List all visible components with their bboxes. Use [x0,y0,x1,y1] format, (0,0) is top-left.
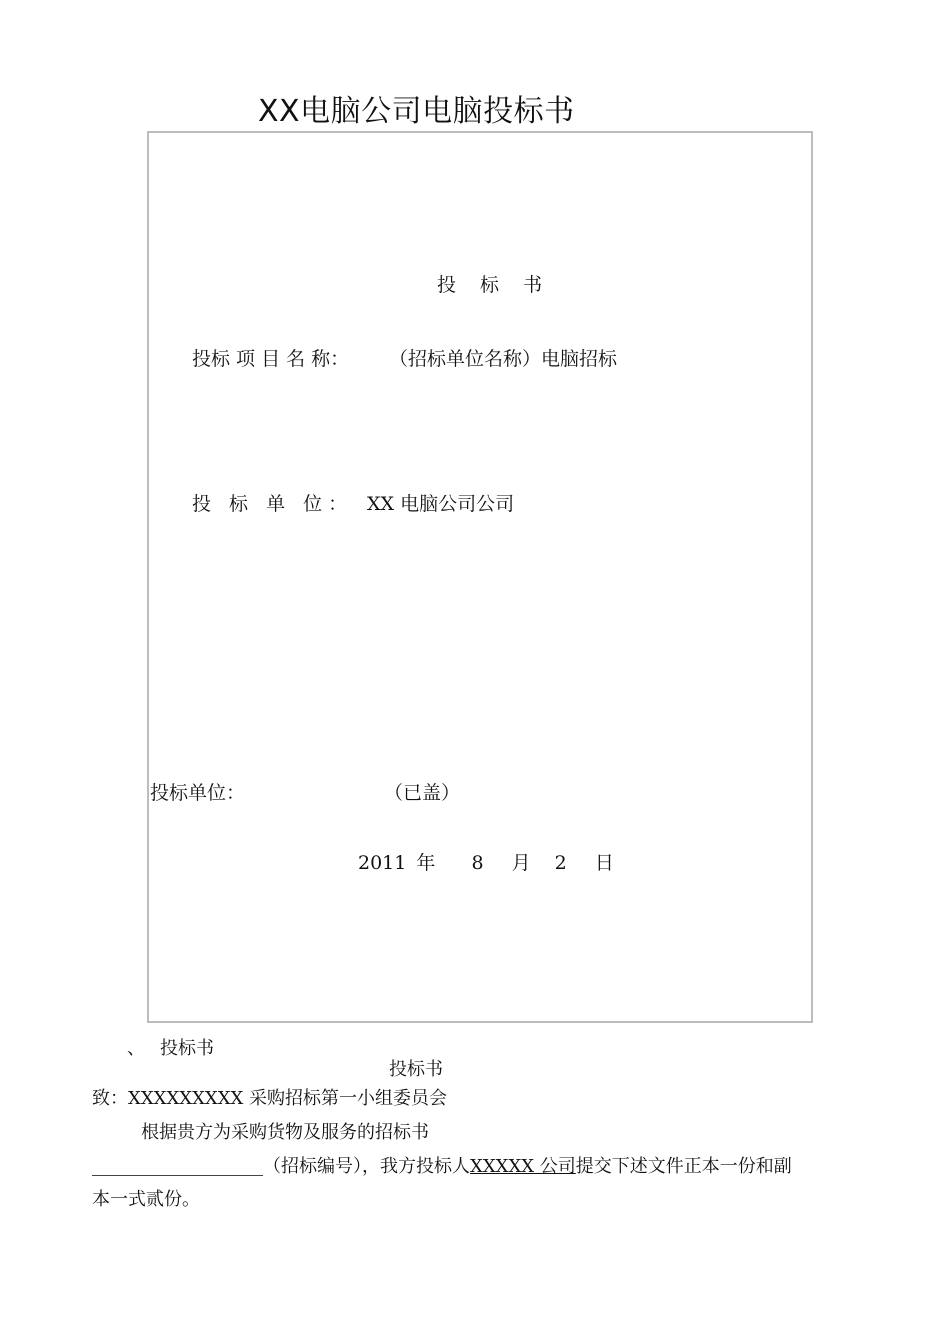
project-name-value: （招标单位名称）电脑招标 [389,348,618,370]
submission-text: 提交下述文件正本一份和副 [575,1156,792,1177]
letter-paragraph-line: 根据贵方为采购货物及服务的招标书 [141,1122,429,1143]
letter-paragraph-line: 本一式贰份。 [92,1189,200,1210]
bidder-unit-label: 投 标 单 位： [192,493,354,515]
date-year-unit: 年 [416,852,436,874]
stamp-note: （已盖） [384,782,461,804]
cover-page-frame [147,131,813,1023]
date-day-unit: 日 [594,852,614,874]
bid-number-blank [92,1155,263,1176]
bid-number-text: （招标编号），我方投标人 [263,1156,470,1177]
date-day: 2 [554,852,567,874]
cover-date [358,850,614,876]
date-year: 2011 [358,852,407,874]
letter-addressee: 致：XXXXXXXXX 采购招标第一小组委员会 [92,1088,448,1109]
section-list-mark: 、 [127,1038,145,1059]
bidder-unit-value: XX 电脑公司公司 [367,493,515,515]
bidder-company-name: XXXXX 公司 [470,1156,576,1177]
signature-unit-label: 投标单位： [150,782,246,804]
document-title: XX电脑公司电脑投标书 [258,94,575,129]
letter-heading: 投标书 [389,1059,443,1080]
project-name-label: 投标 项 目 名 称： [192,348,350,370]
date-month-unit: 月 [511,852,531,874]
cover-heading: 投 标 书 [437,274,552,296]
date-month: 8 [471,852,484,874]
section-title: 投标书 [160,1038,214,1059]
letter-paragraph-line [92,1154,792,1180]
